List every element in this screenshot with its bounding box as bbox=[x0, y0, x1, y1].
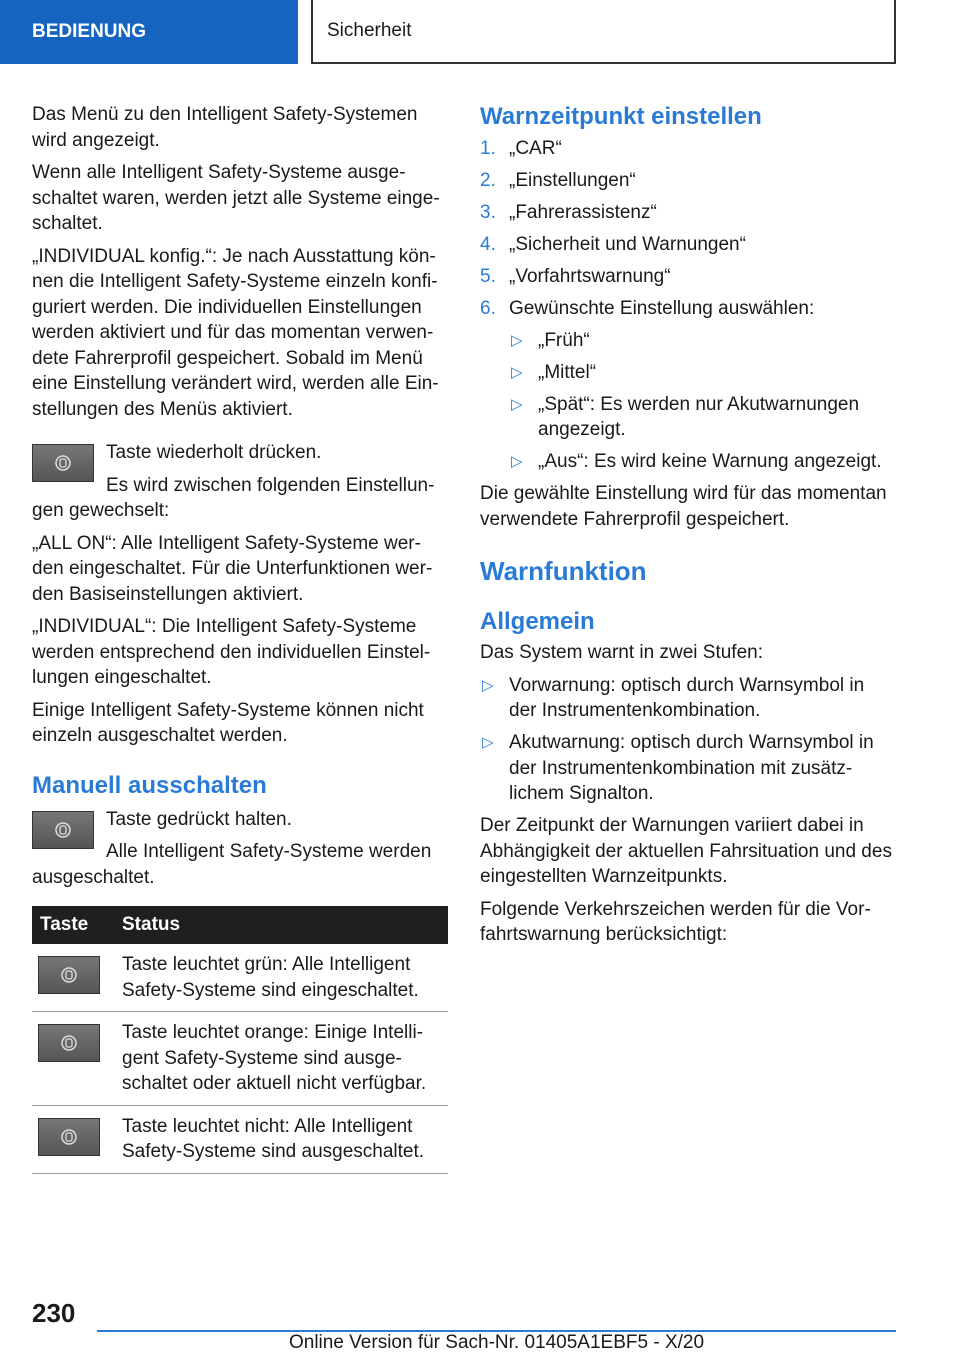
heading-warning-time: Warnzeitpunkt einstellen bbox=[480, 103, 762, 130]
table-row bbox=[32, 944, 448, 1012]
table-header-status: Status bbox=[114, 906, 448, 944]
heading-general: Allgemein bbox=[480, 608, 595, 635]
paragraph: Das System warnt in zwei Stufen: bbox=[480, 642, 763, 663]
step-number: 3. bbox=[480, 202, 496, 223]
button-instruction bbox=[32, 440, 448, 524]
paragraph: „INDIVIDUAL konfig.“: Je nach Ausstattung kön‐nen die Intelligent Safety-Systeme einzeln konfi‐guriert werden. Die individuellen Einstellungen werden aktiviert und für das momentan verwen‐dete Fahrerprofil gespeichert. Sobald im Menü eine Einstellung verändert wird, werden alle Ein‐stellungen des Menüs aktiviert. bbox=[32, 245, 439, 420]
paragraph: Der Zeitpunkt der Warnungen variiert dabei in Abhängigkeit der aktuellen Fahrsituation und des eingestellten Warnzeitpunkts. bbox=[480, 815, 892, 887]
paragraph: Einige Intelligent Safety-Systeme können nicht einzeln ausgeschaltet werden. bbox=[32, 699, 424, 746]
triangle-bullet-icon: ▷ bbox=[511, 363, 523, 381]
table-row bbox=[32, 1012, 448, 1106]
list-item bbox=[480, 264, 896, 290]
safety-button-icon bbox=[32, 811, 94, 849]
step-text: „Fahrerassistenz“ bbox=[509, 202, 657, 223]
list-item: ▷ „Mittel“ bbox=[509, 360, 896, 386]
section-label: BEDIENUNG bbox=[32, 21, 147, 42]
step-text: „CAR“ bbox=[509, 138, 562, 159]
button-instruction bbox=[32, 807, 448, 891]
list-item: ▷ Akutwarnung: optisch durch Warnsymbol in der Instrumentenkombination mit zusätz‐lichem Signalton. bbox=[482, 732, 874, 804]
heading-manual-off: Manuell ausschalten bbox=[32, 771, 267, 799]
triangle-bullet-icon: ▷ bbox=[511, 331, 523, 349]
status-text: Taste leuchtet orange: Einige Intelli‐gent Safety-Systeme sind ausge‐schaltet oder aktuell nicht verfügbar. bbox=[114, 1012, 448, 1106]
step-number: 1. bbox=[480, 138, 496, 159]
triangle-bullet-icon: ▷ bbox=[511, 395, 523, 413]
triangle-bullet-icon: ▷ bbox=[511, 453, 523, 470]
section-tab bbox=[0, 0, 298, 64]
stages-list bbox=[480, 673, 896, 807]
safety-button-icon bbox=[38, 1024, 100, 1062]
list-item: ▷ „Aus“: Es wird keine Warnung angezeigt. bbox=[509, 449, 896, 475]
chapter-header bbox=[311, 0, 896, 64]
step-number: 5. bbox=[480, 266, 496, 287]
step-text: „Sicherheit und Warnungen“ bbox=[509, 234, 746, 255]
heading-warning-function: Warnfunktion bbox=[480, 556, 647, 586]
step-text: Gewünschte Einstellung auswählen: bbox=[509, 298, 815, 319]
table-row bbox=[32, 1105, 448, 1173]
instruction-text: Taste gedrückt halten. bbox=[106, 808, 292, 830]
step-text: „Einstellungen“ bbox=[509, 170, 636, 191]
status-table bbox=[32, 906, 448, 1174]
table-header-key: Taste bbox=[32, 906, 114, 944]
safety-button-icon bbox=[38, 1118, 100, 1156]
status-text: Taste leuchtet grün: Alle Intelligent Safety-Systeme sind eingeschaltet. bbox=[114, 944, 448, 1012]
list-item bbox=[480, 296, 896, 475]
right-column bbox=[480, 102, 896, 955]
paragraph: Das Menü zu den Intelligent Safety-Systemen wird angezeigt. bbox=[32, 104, 418, 151]
instruction-text: Alle Intelligent Safety-Systeme werden ausgeschaltet. bbox=[32, 841, 432, 888]
list-item bbox=[480, 232, 896, 258]
list-item bbox=[480, 168, 896, 194]
page-number: 230 bbox=[32, 1298, 76, 1328]
instruction-text: Es wird zwischen folgenden Einstellun‐gen gewechselt: bbox=[32, 474, 435, 521]
paragraph: Wenn alle Intelligent Safety-Systeme ausge‐schaltet waren, werden jetzt alle Systeme einge‐schaltet. bbox=[32, 162, 440, 234]
left-column bbox=[32, 102, 448, 1174]
status-text: Taste leuchtet nicht: Alle Intelligent Safety-Systeme sind ausgeschaltet. bbox=[114, 1105, 448, 1173]
triangle-bullet-icon: ▷ bbox=[482, 734, 494, 751]
step-number: 6. bbox=[480, 298, 496, 319]
list-item bbox=[480, 136, 896, 162]
step-text: „Vorfahrtswarnung“ bbox=[509, 266, 671, 287]
safety-button-icon bbox=[32, 444, 94, 482]
step-number: 2. bbox=[480, 170, 496, 191]
list-item bbox=[480, 200, 896, 226]
steps-list bbox=[480, 136, 896, 475]
footer-text: Online Version für Sach-Nr. 01405A1EBF5 - X/20 bbox=[288, 1332, 705, 1353]
step-number: 4. bbox=[480, 234, 496, 255]
options-list bbox=[509, 328, 896, 475]
paragraph: Folgende Verkehrszeichen werden für die Vor‐fahrtswarnung berücksichtigt: bbox=[480, 898, 871, 945]
safety-button-icon bbox=[38, 956, 100, 994]
paragraph: „INDIVIDUAL“: Die Intelligent Safety-Systeme werden entsprechend den individuellen Einstel‐lungen eingeschaltet. bbox=[32, 616, 431, 688]
triangle-bullet-icon: ▷ bbox=[482, 676, 494, 694]
paragraph: „ALL ON“: Alle Intelligent Safety-Systeme wer‐den eingeschaltet. Für die Unterfunktionen wer‐den Basiseinstellungen aktiviert. bbox=[32, 532, 433, 605]
list-item: ▷ „Spät“: Es werden nur Akutwarnungen angezeigt. bbox=[511, 393, 860, 440]
paragraph: Die gewählte Einstellung wird für das momentan verwendete Fahrerprofil gespeichert. bbox=[480, 483, 887, 530]
instruction-text: Taste wiederholt drücken. bbox=[106, 442, 322, 463]
chapter-title: Sicherheit bbox=[327, 20, 412, 41]
list-item: ▷ Vorwarnung: optisch durch Warnsymbol in der Instrumentenkombination. bbox=[482, 674, 865, 721]
list-item: ▷ „Früh“ bbox=[509, 328, 896, 354]
